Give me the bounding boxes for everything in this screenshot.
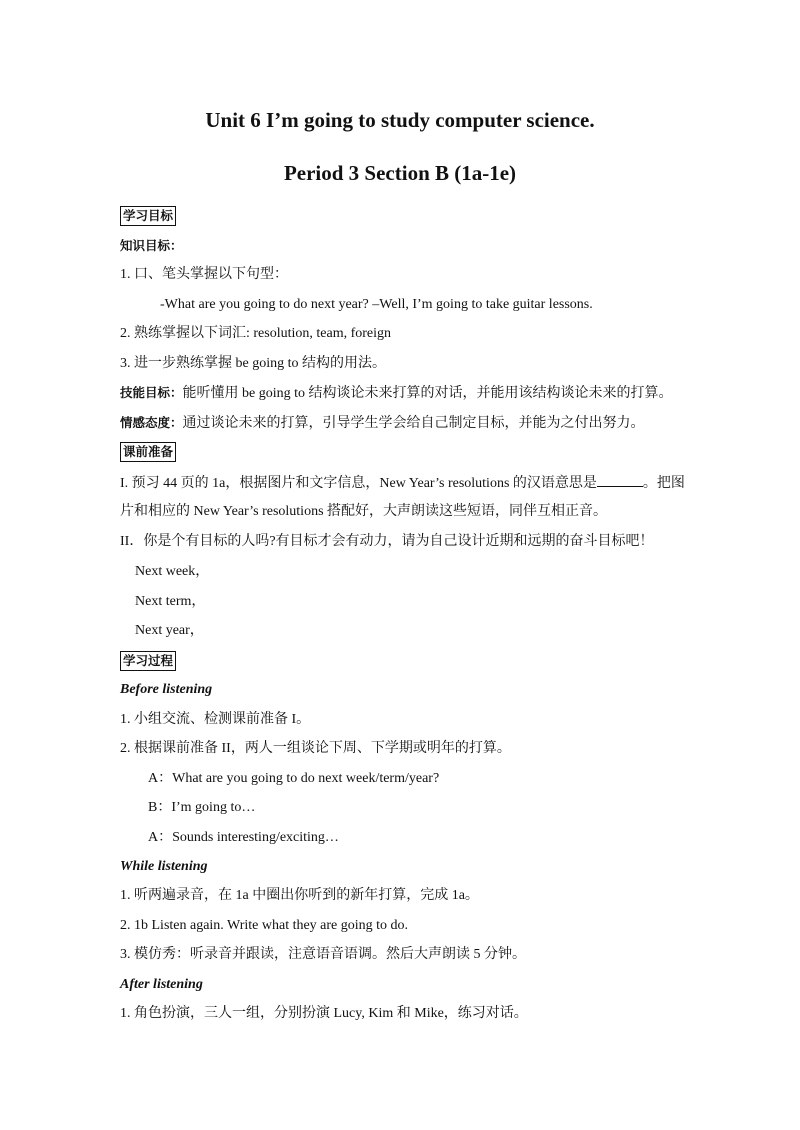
after-item-1: 1. 角色扮演，三人一组，分别扮演 Lucy, Kim 和 Mike，练习对话。: [120, 1006, 528, 1021]
prep-item-2: II．你是个有目标的人吗?有目标才会有动力，请为自己设计近期和远期的奋斗目标吧！: [120, 534, 654, 549]
document-title: Unit 6 I’m going to study computer science.: [205, 108, 595, 132]
skill-label: 技能目标：: [120, 385, 183, 400]
prep-item-1-tail: 。把图: [642, 476, 685, 491]
dialogue-line-3: A：Sounds interesting/exciting…: [148, 830, 339, 845]
after-listening-label: After listening: [120, 977, 203, 992]
while-listening-label: While listening: [120, 859, 208, 874]
objective-sentence: -What are you going to do next year? –Well, I’m going to take guitar lessons.: [160, 297, 593, 312]
prep-item-1-line-2: 片和相应的 New Year’s resolutions 搭配好，大声朗读这些短语，同伴互相正音。: [120, 504, 608, 519]
attitude-objective: [120, 413, 645, 434]
attitude-text: 通过谈论未来的打算，引导学生学会给自己制定目标，并能为之付出努力。: [182, 416, 645, 431]
process-heading-line: [120, 651, 176, 672]
objectives-heading-line: [120, 206, 176, 227]
dialogue-line-2: B：I’m going to…: [148, 800, 256, 815]
while-item-1: 1. 听两遍录音，在 1a 中圈出你听到的新年打算，完成 1a。: [120, 888, 479, 903]
process-heading: 学习过程: [120, 651, 176, 671]
document-subtitle: Period 3 Section B (1a-1e): [283, 161, 517, 185]
prep-heading-line: [120, 442, 176, 463]
goal-next-term: Next term，: [135, 594, 206, 609]
prep-item-1-text: I. 预习 44 页的 1a，根据图片和文字信息，New Year’s resolutions 的汉语意思是: [120, 476, 597, 491]
before-item-2: 2. 根据课前准备 II，两人一组谈论下周、下学期或明年的打算。: [120, 741, 511, 756]
dialogue-line-1: A：What are you going to do next week/term/year?: [148, 771, 440, 786]
attitude-label: 情感态度：: [120, 415, 183, 430]
answer-blank[interactable]: [597, 472, 643, 487]
skill-objective: [120, 383, 673, 404]
objective-item-1: 1. 口、笔头掌握以下句型：: [120, 267, 288, 282]
prep-heading: 课前准备: [120, 442, 176, 462]
objective-item-2: 2. 熟练掌握以下词汇: resolution, team, foreign: [120, 326, 392, 341]
before-listening-label: Before listening: [120, 682, 213, 697]
prep-item-1: [120, 472, 685, 494]
while-item-3: 3. 模仿秀：听录音并跟读，注意语音语调。然后大声朗读 5 分钟。: [120, 947, 526, 962]
goal-next-week: Next week，: [135, 564, 210, 579]
while-item-2: 2. 1b Listen again. Write what they are going to do.: [120, 918, 409, 933]
skill-text: 能听懂用 be going to 结构谈论未来打算的对话，并能用该结构谈论未来的打算。: [182, 386, 673, 401]
knowledge-label: 知识目标：: [120, 238, 183, 253]
objectives-heading: 学习目标: [120, 206, 176, 226]
before-item-1: 1. 小组交流、检测课前准备 I。: [120, 712, 311, 727]
goal-next-year: Next year，: [135, 623, 204, 638]
objective-item-3: 3. 进一步熟练掌握 be going to 结构的用法。: [120, 356, 386, 371]
